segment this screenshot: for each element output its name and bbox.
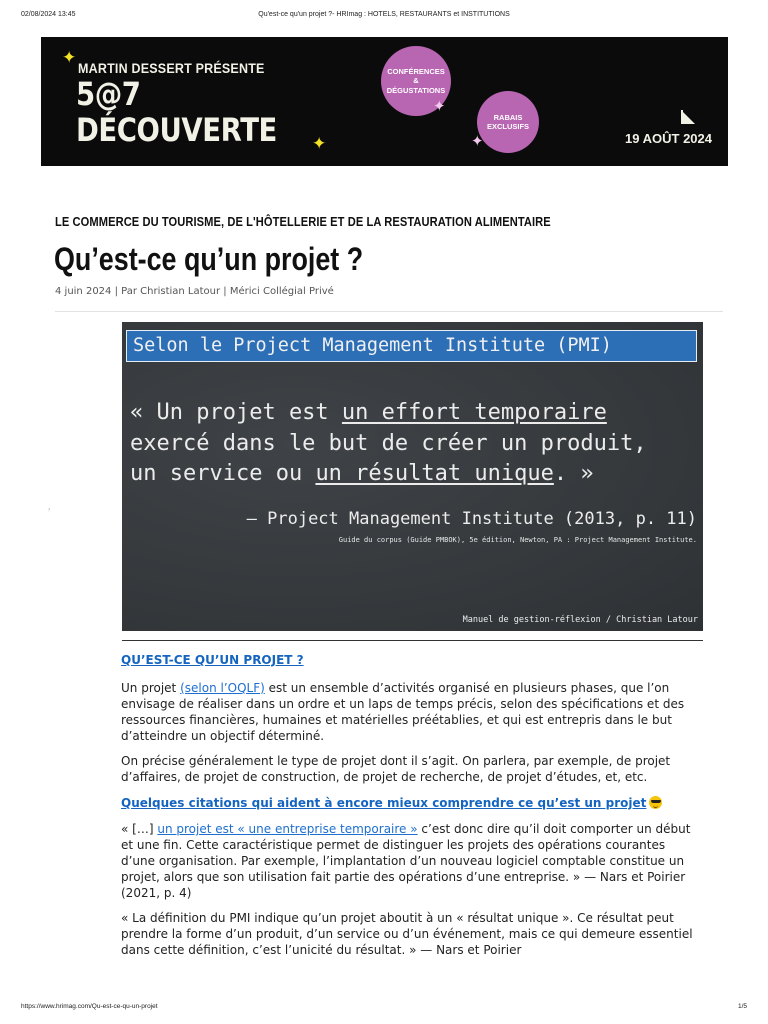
banner-date: 19 AOÛT 2024 xyxy=(625,131,712,146)
sparkle-icon: ✦ xyxy=(433,97,446,115)
star-icon: ✦ xyxy=(62,48,77,68)
brand-logo-icon xyxy=(681,110,695,124)
article-body xyxy=(121,652,695,958)
citations-heading-link[interactable]: Quelques citations qui aident à encore mieux comprendre ce qu’est un projet xyxy=(121,796,647,810)
bubble-text: & xyxy=(413,76,419,86)
bubble-text: RABAIS xyxy=(493,112,523,122)
chalkboard-quote xyxy=(130,398,700,490)
quote-text: « Un projet est xyxy=(130,400,342,425)
chalkboard-credit: Manuel de gestion-réflexion / Christian Latour xyxy=(462,615,698,625)
print-url: https://www.hrimag.com/Qu-est-ce-qu-un-projet xyxy=(21,1003,158,1010)
chalkboard-attribution: — Project Management Institute (2013, p. 11) xyxy=(246,509,697,529)
margin-mark: › xyxy=(48,506,51,513)
sparkle-icon: ✦ xyxy=(471,132,484,150)
paragraph-text: Un projet xyxy=(121,681,181,695)
chalkboard-heading: Selon le Project Management Institute (PMI) xyxy=(126,330,697,362)
print-doc-title: Qu'est-ce qu'un projet ?- HRImag : HOTELS, RESTAURANTS et INSTITUTIONS xyxy=(258,11,510,18)
article-category[interactable]: LE COMMERCE DU TOURISME, DE L'HÔTELLERIE ET DE LA RESTAURATION ALIMENTAIRE xyxy=(55,214,551,229)
star-icon: ✦ xyxy=(312,134,327,154)
banner-title-line2: DÉCOUVERTE xyxy=(76,111,277,149)
print-header xyxy=(0,11,768,23)
citations-heading xyxy=(121,795,695,811)
paragraph-text: « […] xyxy=(121,822,158,836)
meta-separator: | xyxy=(114,286,118,297)
quote-emphasis: un effort temporaire xyxy=(341,400,607,425)
meta-separator: | xyxy=(223,286,227,297)
bubble-text: EXCLUSIFS xyxy=(486,122,530,131)
oqlf-link[interactable]: (selon l’OQLF) xyxy=(180,681,265,695)
bubble-text: DÉGUSTATIONS xyxy=(386,85,446,95)
quote-text: . » xyxy=(553,461,594,486)
article-organization[interactable]: Mérici Collégial Privé xyxy=(229,286,334,297)
cool-face-emoji-icon xyxy=(649,796,662,809)
article-date: 4 juin 2024 xyxy=(55,286,112,297)
banner-presents: MARTIN DESSERT PRÉSENTE xyxy=(78,61,265,77)
quote-line-3 xyxy=(130,459,700,490)
paragraph-text: est un ensemble d’activités organisé en plusieurs phases, que l’on envisage de réaliser dans un ordre et un laps de temps précis, selon des spécifications et des ressources financières, humaines et matérielles préétablies, et qui est entrepris dans le but d’atteindre un objectif déterminé. xyxy=(121,681,685,743)
quote-emphasis: un résultat unique xyxy=(315,461,554,486)
paragraph: On précise généralement le type de projet dont il s’agit. On parlera, par exemple, de projet d’affaires, de projet de construction, de projet de recherche, de projet d’études, et, etc. xyxy=(121,754,671,784)
article-author[interactable]: Par Christian Latour xyxy=(121,286,221,297)
image-divider xyxy=(122,640,703,641)
event-banner-ad[interactable] xyxy=(41,37,728,166)
chalkboard-reference: Guide du corpus (Guide PMBOK), 5e édition, Newton, PA : Project Management Institute. xyxy=(338,536,697,544)
paragraph xyxy=(121,821,695,901)
paragraph: « La définition du PMI indique qu’un projet aboutit à un « résultat unique ». Ce résultat peut prendre la forme d’un produit, d’un service ou d’un événement, mais ce qui demeure essentiel dans cette définition, c’est l’unicité du résultat. » — Nars et Poirier xyxy=(121,911,693,957)
article-meta xyxy=(55,286,334,297)
page-title: Qu’est-ce qu’un projet ? xyxy=(54,241,364,277)
temporary-enterprise-link[interactable]: un projet est « une entreprise temporaire » xyxy=(157,822,418,836)
quote-line-2: exercé dans le but de créer un produit, xyxy=(130,430,647,456)
print-page-number: 1/5 xyxy=(737,1003,747,1010)
paragraph xyxy=(121,680,695,744)
section-heading-link[interactable]: QU’EST-CE QU’UN PROJET ? xyxy=(121,653,304,667)
quote-text: un service ou xyxy=(130,461,316,486)
banner-bubble-discounts xyxy=(477,91,539,153)
quote-line-1 xyxy=(130,398,700,429)
header-divider xyxy=(55,311,723,312)
bubble-text: CONFÉRENCES xyxy=(387,66,445,76)
print-datetime: 02/08/2024 13:45 xyxy=(21,11,76,18)
chalkboard-image xyxy=(122,322,703,631)
paragraph-text: c’est donc dire qu’il doit comporter un début et une fin. Cette caractéristique permet de distinguer les projets des opérations courantes d’une organisation. Par exemple, l’implantation d’un nouveau logiciel comptable constitue un projet, alors que son utilisation fait partie des opérations d’une entreprise. » — Nars et Poirier (2021, p. 4) xyxy=(121,822,691,900)
banner-title-line1: 5@7 xyxy=(76,75,141,113)
